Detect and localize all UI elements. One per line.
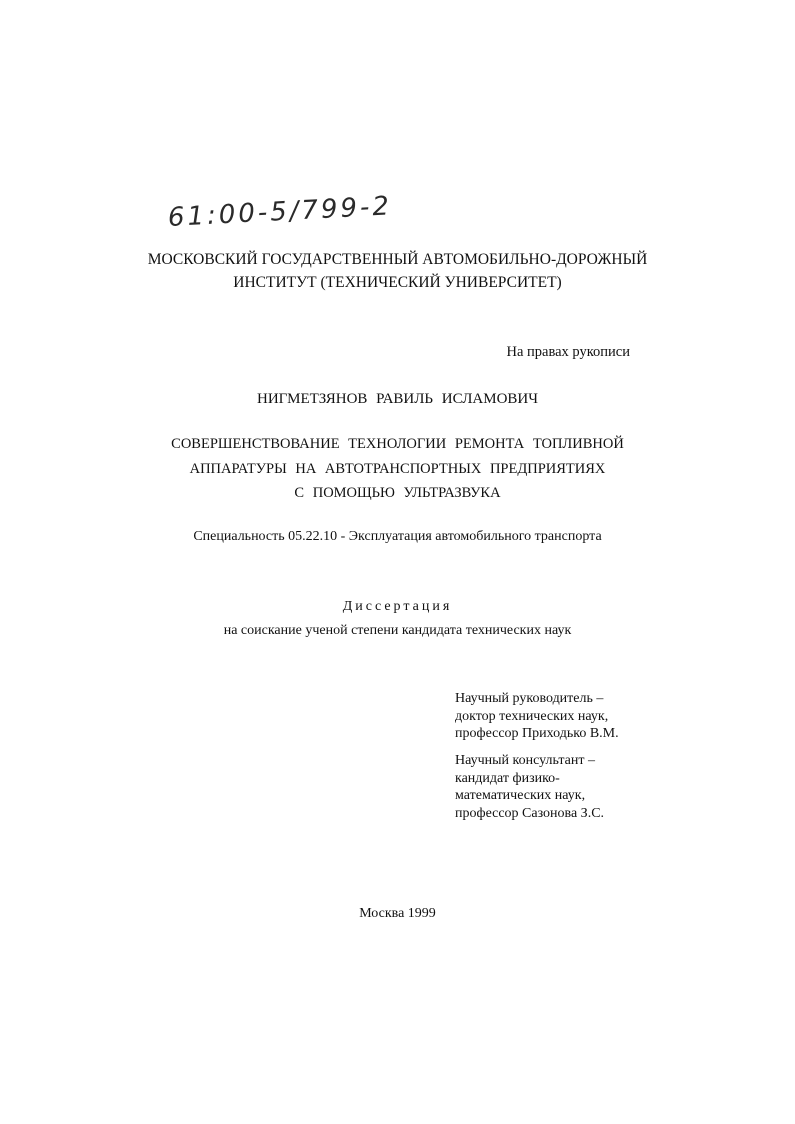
supervisor-role: Научный руководитель –	[455, 691, 604, 706]
manuscript-rights-note: На правах рукописи	[506, 344, 630, 360]
institute-name-line-2: ИНСТИТУТ (ТЕХНИЧЕСКИЙ УНИВЕРСИТЕТ)	[233, 274, 562, 291]
consultant-role: Научный консультант –	[455, 753, 595, 768]
supervisor-block	[455, 690, 619, 743]
city-year: Москва 1999	[359, 906, 436, 921]
dissertation-title-line-2: АППАРАТУРЫ НА АВТОТРАНСПОРТНЫХ ПРЕДПРИЯТИЯХ	[189, 461, 606, 477]
consultant-degree-2: математических наук,	[455, 788, 586, 803]
consultant-block	[455, 752, 604, 822]
supervisor-name: профессор Приходько В.М.	[455, 726, 619, 741]
consultant-name: профессор Сазонова З.С.	[455, 805, 605, 821]
dissertation-label: Диссертация	[342, 599, 453, 614]
dissertation-title-line-3: С ПОМОЩЬЮ УЛЬТРАЗВУКА	[294, 485, 501, 501]
dissertation-title-line-1: СОВЕРШЕНСТВОВАНИЕ ТЕХНОЛОГИИ РЕМОНТА ТОПЛИВНОЙ	[171, 436, 624, 452]
degree-line: на соискание ученой степени кандидата технических наук	[223, 623, 572, 638]
institute-name-line-1: МОСКОВСКИЙ ГОСУДАРСТВЕННЫЙ АВТОМОБИЛЬНО-ДОРОЖНЫЙ	[147, 251, 648, 268]
author-name: НИГМЕТЗЯНОВ РАВИЛЬ ИСЛАМОВИЧ	[256, 391, 539, 407]
supervisor-degree: доктор технических наук,	[455, 708, 609, 724]
consultant-degree-1: кандидат физико-	[455, 770, 560, 786]
specialty-line: Специальность 05.22.10 - Эксплуатация автомобильного транспорта	[193, 529, 602, 544]
handwritten-archive-number: 61:00-5/799-2	[167, 191, 393, 233]
